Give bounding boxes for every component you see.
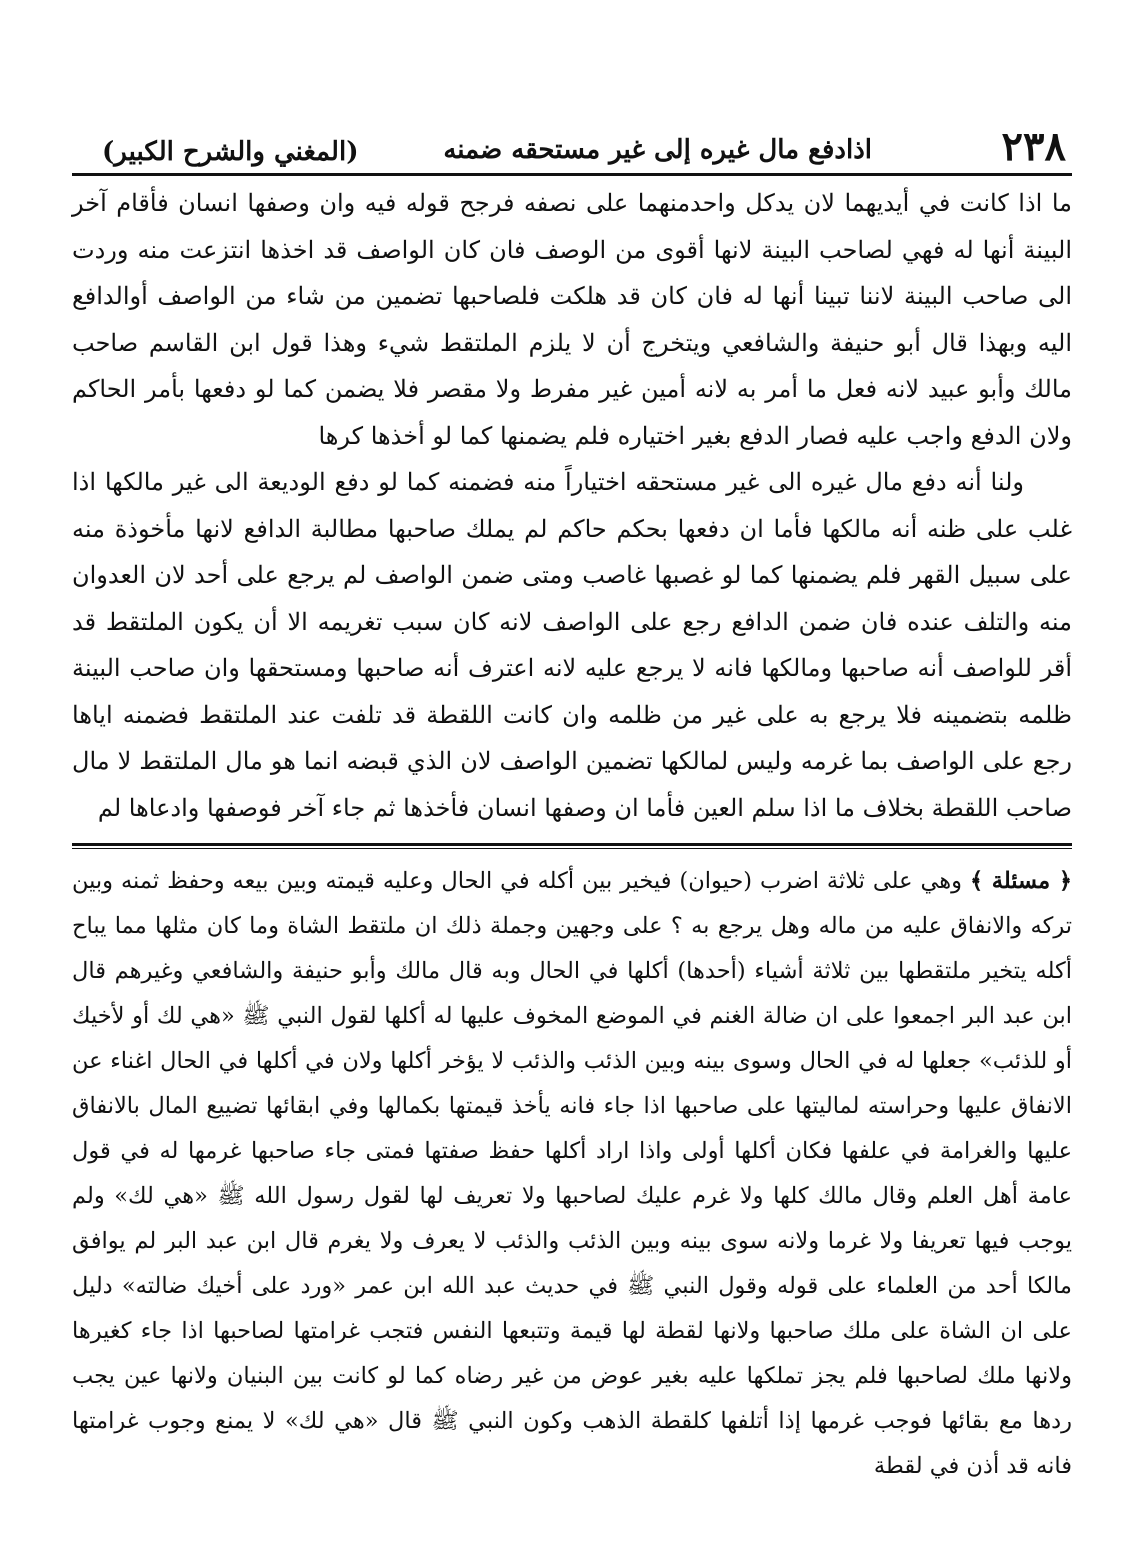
running-title: اذادفع مال غيره إلى غير مستحقه ضمنه [443,135,872,165]
main-text-body [72,180,1072,831]
issue-label: ﴿ مسئلة ﴾ [969,868,1073,894]
page-number: ٢٣٨ [1001,123,1066,170]
commentary-text: وهي على ثلاثة اضرب (حيوان) فيخير بين أكله في الحال وعليه قيمته وبين بيعه وحفظ ثمنه وبين تركه والانفاق عليه من ماله وهل يرجع به ؟ على وجهين وجملة ذلك ان ملتقط الشاة وما كان مثلها مما يباح أكله يتخير ملتقطها بين ثلاثة أشياء (أحدها) أكلها في الحال وبه قال مالك وأبو حنيفة والشافعي وغيرهم قال ابن عبد البر اجمعوا على ان ضالة الغنم في الموضع المخوف عليها له أكلها لقول النبي ﷺ «هي لك أو لأخيك أو للذئب» جعلها له في الحال وسوى بينه وبين الذئب والذئب لا يؤخر أكلها ولان في أكلها في الحال اغناء عن الانفاق عليها وحراسته لماليتها على صاحبها اذا جاء فانه يأخذ قيمتها بكمالها وفي ابقائها تضييع المال بالانفاق عليها والغرامة في علفها فكان أكلها أولى واذا اراد أكلها حفظ صفتها فمتى جاء صاحبها غرمها له في قول عامة أهل العلم وقال مالك كلها ولا غرم عليك لصاحبها ولا تعريف لها لقول رسول الله ﷺ «هي لك» ولم يوجب فيها تعريفا ولا غرما ولانه سوى بينه وبين الذئب والذئب لا يعرف ولا يغرم قال ابن عبد البر لم يوافق مالكا أحد من العلماء على قوله وقول النبي ﷺ في حديث عبد الله ابن عمر «ورد على أخيك ضالته» دليل على ان الشاة على ملك صاحبها ولانها لقطة لها قيمة وتتبعها النفس فتجب غرامتها لصاحبها اذا جاء كغيرها ولانها ملك لصاحبها فلم يجز تملكها عليه بغير عوض من غير رضاه كما لو كانت بين البنيان ولانها عين يجب ردها مع بقائها فوجب غرمها إذا أتلفها كلقطة الذهب وكون النبي ﷺ قال «هي لك» لا يمنع وجوب غرامتها فانه قد أذن في لقطة [72,868,1072,1479]
section-divider [72,843,1072,849]
page-header [72,118,1072,176]
book-page [72,118,1072,1538]
main-paragraph: ولنا أنه دفع مال غيره الى غير مستحقه اختياراً منه فضمنه كما لو دفع الوديعة الى غير مالكها اذا غلب على ظنه أنه مالكها فأما ان دفعها بحكم حاكم لم يملك صاحبها مطالبة الدافع لانها مأخوذة منه على سبيل القهر فلم يضمنها كما لو غصبها غاصب ومتى ضمن الواصف لم يرجع على أحد لان العدوان منه والتلف عنده فان ضمن الدافع رجع على الواصف لانه كان سبب تغريمه الا أن يكون الملتقط قد أقر للواصف أنه صاحبها ومالكها فانه لا يرجع عليه لانه اعترف أنه صاحبها ومستحقها وان صاحب البينة ظلمه بتضمينه فلا يرجع به على غير من ظلمه وان كانت اللقطة قد تلفت عند الملتقط فضمنه اياها رجع على الواصف بما غرمه وليس لمالكها تضمين الواصف لان الذي قبضه انما هو مال الملتقط لا مال صاحب اللقطة بخلاف ما اذا سلم العين فأما ان وصفها انسان فأخذها ثم جاء آخر فوصفها وادعاها لم [72,468,1072,822]
commentary-body [72,859,1072,1489]
main-paragraph: ما اذا كانت في أيديهما لان يدكل واحدمنهما على نصفه فرجح قوله فيه وان وصفها انسان فأقام آخر البينة أنها له فهي لصاحب البينة لانها أقوى من الوصف فان كان الواصف قد اخذها انتزعت منه وردت الى صاحب البينة لاننا تبينا أنها له فان كان قد هلكت فلصاحبها تضمين من شاء من الواصف أوالدافع اليه وبهذا قال أبو حنيفة والشافعي ويتخرج أن لا يلزم الملتقط شيء وهذا قول ابن القاسم صاحب مالك وأبو عبيد لانه فعل ما أمر به لانه أمين غير مفرط ولا مقصر فلا يضمن كما لو دفعها بأمر الحاكم ولان الدفع واجب عليه فصار الدفع بغير اختياره فلم يضمنها كما لو أخذها كرها [72,189,1072,450]
book-title: (المغني والشرح الكبير) [102,137,359,167]
